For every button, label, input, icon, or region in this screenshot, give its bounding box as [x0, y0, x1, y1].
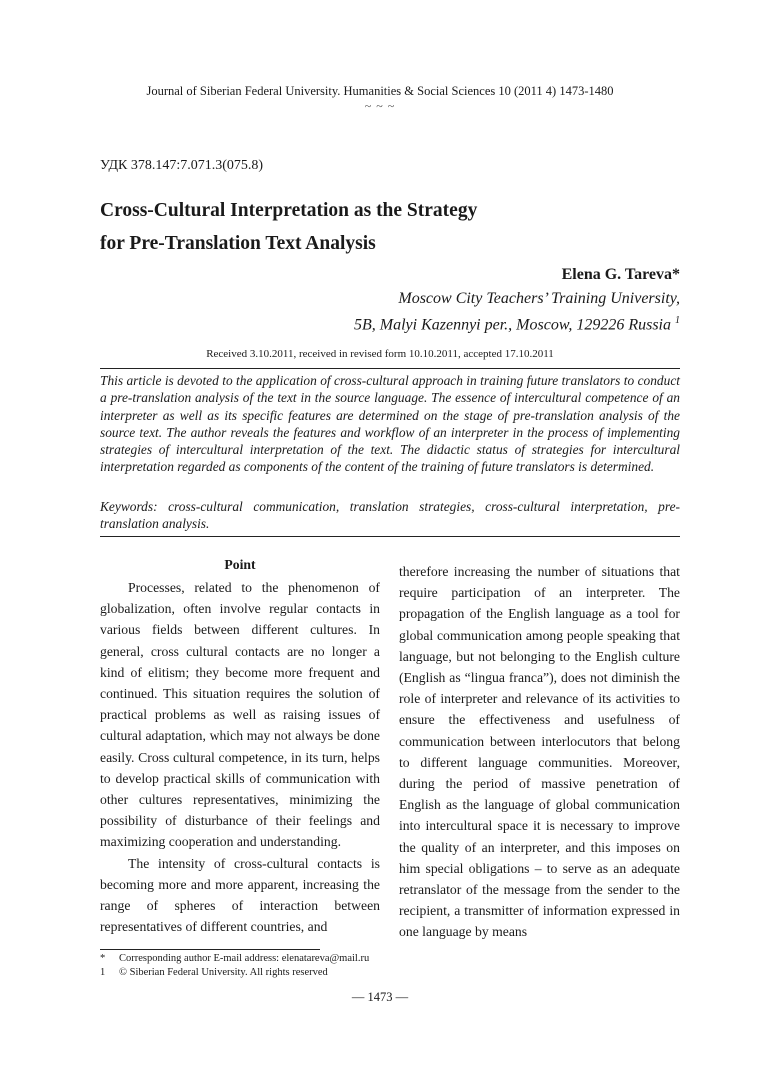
- author-affiliation: [354, 288, 680, 336]
- keywords: Keywords: cross-cultural communication, translation strategies, cross-cultural interpretation, pre-translation analysis.: [100, 499, 680, 532]
- footnote-2: [100, 967, 328, 978]
- footnote-text: Corresponding author E-mail address: elenatareva@mail.ru: [119, 953, 370, 964]
- body-column-right: [399, 561, 680, 943]
- abstract-top-rule: [100, 368, 680, 369]
- body-column-left: [100, 577, 380, 937]
- title-line-2: for Pre-Translation Text Analysis: [100, 233, 376, 254]
- article-title: [100, 194, 660, 260]
- abstract-bottom-rule: [100, 536, 680, 537]
- footnote-mark: *: [100, 953, 106, 964]
- footnote-rule: [100, 949, 320, 950]
- page-number: — 1473 —: [351, 990, 409, 1004]
- abstract: This article is devoted to the application of cross-cultural approach in training future translators to conduct a pre-translation analysis of the text in the source language. The essence of intercultural competence of an interpreter as well as its specific features are determined on the stage of pre-translation analysis of the source text. The author reveals the features and workflow of an interpreter in the process of implementing strategies of intercultural interpretation of the text. The didactic status of strategies for intercultural interpretation regarded as components of the content of the training of future translators is determined.: [100, 373, 680, 475]
- body-paragraph-2: The intensity of cross-cultural contacts is becoming more and more apparent, increasing the range of spheres of interaction between representatives of different countries, and: [100, 855, 380, 935]
- affiliation-line-1: Moscow City Teachers’ Training University,: [398, 290, 680, 307]
- footnote-text: © Siberian Federal University. All rights reserved: [119, 967, 328, 978]
- footnote-mark: 1: [100, 967, 106, 978]
- affiliation-line-2: 5B, Malyi Kazennyi per., Moscow, 129226 Russia $^1$: [353, 315, 680, 334]
- header-ornament: ~ ~ ~: [364, 99, 396, 113]
- udk-code: УДК 378.147:7.071.3(075.8): [100, 158, 264, 173]
- journal-header: Journal of Siberian Federal University. Humanities & Social Sciences 10 (2011 4) 1473-1480: [146, 84, 614, 98]
- author-name: Elena G. Tareva*: [561, 266, 680, 283]
- title-line-1: Cross-Cultural Interpretation as the Strategy: [100, 200, 478, 221]
- received-dates: Received 3.10.2011, received in revised form 10.10.2011, accepted 17.10.2011: [206, 348, 554, 360]
- body-paragraph-1: Processes, related to the phenomenon of globalization, often involve regular contacts in various fields between different cultures. In general, cross cultural contacts are no longer a kind of elitism; they become more frequent and continued. This situation requires the solution of practical problems as well as raising issues of cultural adaptation, which may not always be done easily. Cross cultural competence, in its turn, helps to develop practical skills of communication with other cultures representatives, minimizing the possibility of disturbance of their feelings and maximizing cooperation and understanding.: [100, 580, 380, 850]
- body-paragraph-2-continued: therefore increasing the number of situations that require participation of an interpreter. The propagation of the English language as a tool for global communication among people speaking that language, but not belonging to the English culture (English as “lingua franca”), does not diminish the role of interpreter and relevance of its activities to ensure the effectiveness and usefulness of communication between interlocutors that belong to different language communities. Moreover, during the period of massive penetration of English as the language of global communication into intercultural space it is necessary to improve the quality of an interpreter, and this imposes on him special obligations – to serve as an adequate retranslator of the message from the sender to the recipient, a transmitter of information expressed in one language by means: [399, 564, 680, 940]
- affiliation-footnote-mark: 1: [675, 315, 680, 326]
- footnote-1: [100, 953, 369, 964]
- section-heading: Point: [224, 557, 256, 572]
